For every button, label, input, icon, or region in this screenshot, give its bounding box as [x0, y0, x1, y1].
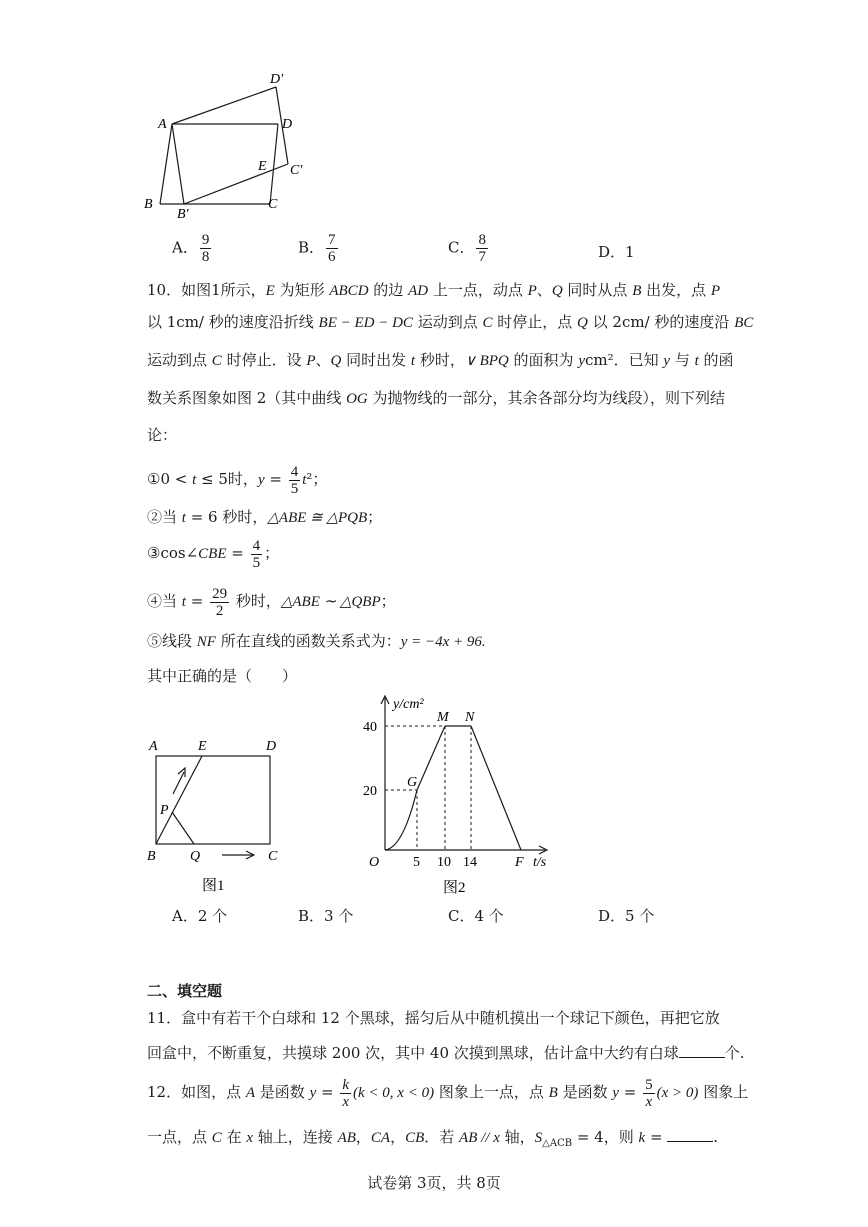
- fig2-label-G: G: [407, 775, 418, 790]
- q9-choice-d[interactable]: D．1: [598, 243, 635, 261]
- figure-1: [140, 732, 290, 902]
- q10-statement-2: ②当 t = 6 秒时，△ABE ≅ △PQB；: [147, 508, 383, 526]
- q10-question: 其中正确的是（ ）: [147, 667, 298, 685]
- q10-line-5: 论：: [147, 426, 178, 444]
- label-A: A: [158, 117, 167, 132]
- label-C: C: [268, 197, 278, 212]
- label-D: D: [282, 117, 293, 132]
- q10-line-3: 运动到点 C 时停止．设 P、Q 同时出发 t 秒时，∨ BPQ 的面积为 ycm²．已知 y 与 t 的函: [147, 351, 734, 369]
- q12-answer-blank[interactable]: [667, 1127, 713, 1142]
- q10-statement-1: ①0 < t ≤ 5时，y = $\frac{4}{5}$ t²；: [147, 463, 328, 497]
- q12-line-2: 一点，点 C 在 x 轴上，连接 AB，CA，CB．若 AB // x 轴，$S_{\triangle ACB} = 4$，则 k = .: [147, 1128, 719, 1149]
- section-heading: 二、填空题: [147, 982, 223, 1000]
- q10-line-1: 10．如图1所示，E 为矩形 ABCD 的边 AD 上一点，动点 P、Q 同时从点 B 出发，点 P: [147, 281, 721, 299]
- fig2-label-O: O: [369, 855, 380, 870]
- q9-choice-a[interactable]: A． $\frac{9}{8}$: [172, 232, 210, 265]
- label-B-prime: B': [177, 207, 189, 218]
- fig1-label-D: D: [266, 739, 277, 754]
- fig1-label-A: A: [149, 739, 158, 754]
- fig2-tick-20: 20: [363, 784, 377, 799]
- q10-statement-3: ③cos∠CBE = $\frac{4}{5}$ ；: [147, 537, 280, 571]
- label-D-prime: D': [270, 72, 284, 87]
- fig2-tick-14: 14: [463, 855, 477, 870]
- q10-statement-5: ⑤线段 NF 所在直线的函数关系式为：y = −4x + 96.: [147, 632, 486, 650]
- q11-line-1: 11．盒中有若干个白球和 12 个黑球，摇匀后从中随机摸出一个球记下颜色，再把它放: [147, 1009, 720, 1027]
- q11-answer-blank[interactable]: [679, 1043, 725, 1058]
- q10-line-4: 数关系图象如图 2（其中曲线 OG 为抛物线的一部分，其余各部分均为线段），则下列结: [147, 389, 726, 407]
- q9-choice-c[interactable]: C． $\frac{8}{7}$: [448, 232, 486, 265]
- fig2-label-N: N: [465, 710, 475, 725]
- q12-line-1: 12．如图，点 A 是函数 y = $\frac{k}{x}$ (k < 0, x < 0) 图象上一点，点 B 是函数 y = $\frac{5}{x}$ (x > 0) 图象上: [147, 1076, 749, 1110]
- q9-choice-b[interactable]: B． $\frac{7}{6}$: [298, 232, 336, 265]
- fig2-tick-10: 10: [437, 855, 451, 870]
- q10-statement-4: ④当 t = $\frac{29}{2}$ 秒时，△ABE ∼ △QBP；: [147, 585, 396, 619]
- fig1-label-E: E: [198, 739, 207, 754]
- fig2-label-F: F: [515, 855, 524, 870]
- label-C-prime: C': [290, 163, 303, 178]
- page-footer: 试卷第 3页，共 8页: [367, 1174, 501, 1192]
- fig2-caption: 图2: [443, 880, 466, 896]
- fig2-tick-40: 40: [363, 720, 377, 735]
- q10-choice-a[interactable]: A．2 个: [172, 907, 228, 925]
- q10-choice-c[interactable]: C．4 个: [448, 907, 504, 925]
- q10-choice-d[interactable]: D．5 个: [598, 907, 655, 925]
- fig1-label-P: P: [160, 803, 169, 818]
- fig2-label-M: M: [437, 710, 449, 725]
- q10-choice-b[interactable]: B．3 个: [298, 907, 354, 925]
- fig2-ylabel: y/cm²: [393, 697, 424, 712]
- fig1-label-Q: Q: [190, 849, 201, 864]
- figure-2: [355, 690, 565, 902]
- q11-line-2: 回盒中，不断重复，共摸球 200 次，其中 40 次摸到黑球，估计盒中大约有白球 个.: [147, 1044, 745, 1062]
- fig1-caption: 图1: [202, 878, 225, 894]
- q10-line-2: 以 1cm/ 秒的速度沿折线 BE − ED − DC 运动到点 C 时停止，点 Q 以 2cm/ 秒的速度沿 BC: [147, 313, 754, 331]
- fig1-label-C: C: [268, 849, 278, 864]
- fig2-tick-5: 5: [413, 855, 420, 870]
- fold-figure: [140, 68, 320, 218]
- label-E: E: [258, 159, 267, 174]
- fig1-label-B: B: [147, 849, 156, 864]
- fig2-xlabel: t/s: [533, 855, 547, 870]
- label-B: B: [144, 197, 153, 212]
